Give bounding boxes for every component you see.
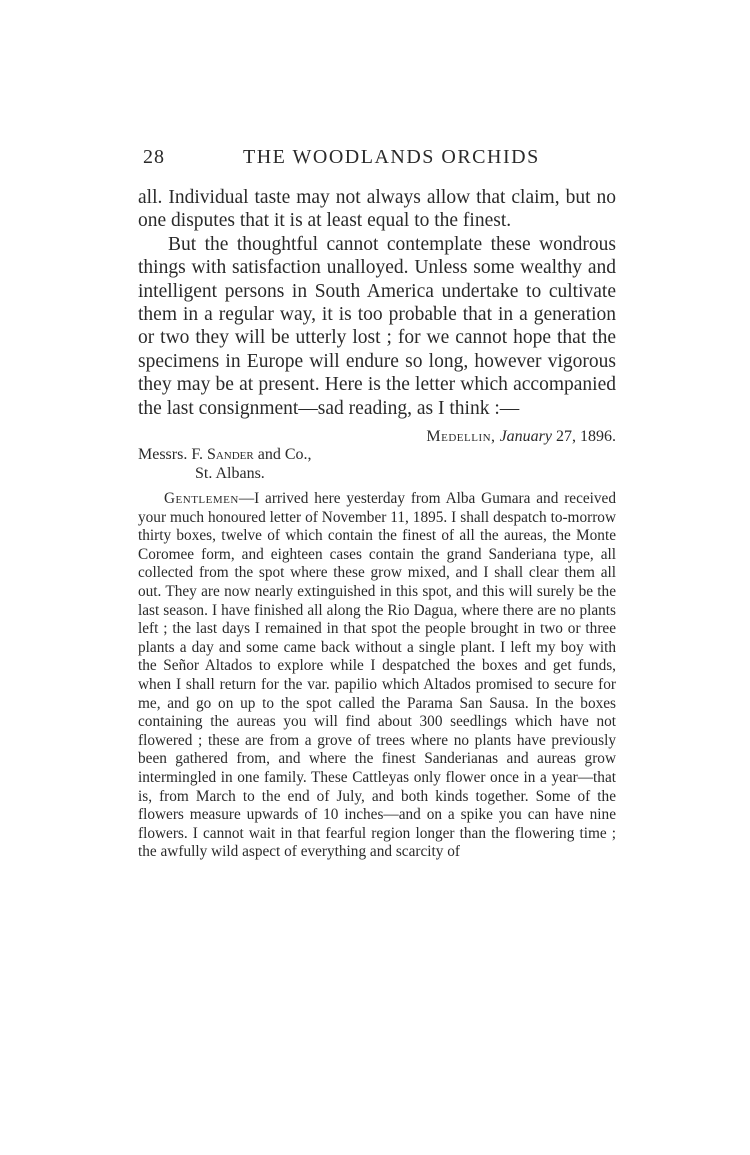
letter-heading: [138, 428, 616, 488]
running-title: THE WOODLANDS ORCHIDS: [243, 146, 540, 168]
letter-body: [138, 490, 616, 862]
body-text: [138, 186, 616, 420]
addressee-suffix: and Co.,: [253, 446, 312, 463]
letter-paragraph: [138, 490, 616, 862]
paragraph-continuation: all. Individual taste may not always allow that claim, but no one disputes that it is at least equal to the finest.: [138, 187, 616, 232]
letter-date: [426, 428, 616, 446]
date-month: January: [499, 428, 552, 445]
date-place: Medellin,: [426, 428, 496, 445]
page-number: 28: [143, 146, 165, 168]
paragraph-thoughtful: But the thoughtful cannot contemplate these wondrous things with satisfaction unalloyed. Unless some wealthy and intelligent persons in South America undertake to cultivate them in a regular way, it is too probable that in a generation or two they will be utterly lost ; for we cannot hope that the specimens in Europe will endure so long, however vigorous they may be at present. Here is the letter which accompanied the last consignment—sad reading, as I think :—: [138, 233, 616, 419]
addressee: [138, 445, 312, 483]
addressee-name: Sander: [206, 446, 254, 463]
addressee-line-1: [138, 445, 312, 464]
addressee-prefix: Messrs. F.: [138, 446, 207, 463]
letter-text: —I arrived here yesterday from Alba Gumara and received your much honoured letter of November 11, 1895. I shall despatch to-morrow thirty boxes, twelve of which contain the finest of all the aureas, the Monte Coromee form, and eighteen cases contain the grand Sanderiana type, all collected from the spot where these grow mixed, and I shall clear them all out. They are now nearly extinguished in this spot, and this will surely be the last season. I have finished all along the Rio Dagua, where there are no plants left ; the last days I remained in that spot the people brought in two or three plants a day and some came back without a single plant. I left my boy with the Señor Altados to explore while I despatched the boxes and get funds, when I shall return for the var. papilio which Altados promised to secure for me, and go on up to the spot called the Parama San Sausa. In the boxes containing the aureas you will find about 300 seedlings which have not flowered ; these are from a grove of trees where no plants have previously been gathered from, and where the finest Sanderianas and aureas grow intermingled in one family. These Cattleyas only flower once in a year—that is, from March to the end of July, and both kinds together. Some of the flowers measure upwards of 10 inches—and on a spike you can have nine flowers. I cannot wait in that fearful region longer than the flowering time ; the awfully wild aspect of everything and scarcity of: [138, 490, 616, 861]
date-day-year: 27, 1896.: [552, 428, 616, 445]
running-head: [143, 146, 623, 176]
addressee-city: St. Albans.: [195, 465, 265, 482]
salutation: Gentlemen: [164, 490, 239, 507]
